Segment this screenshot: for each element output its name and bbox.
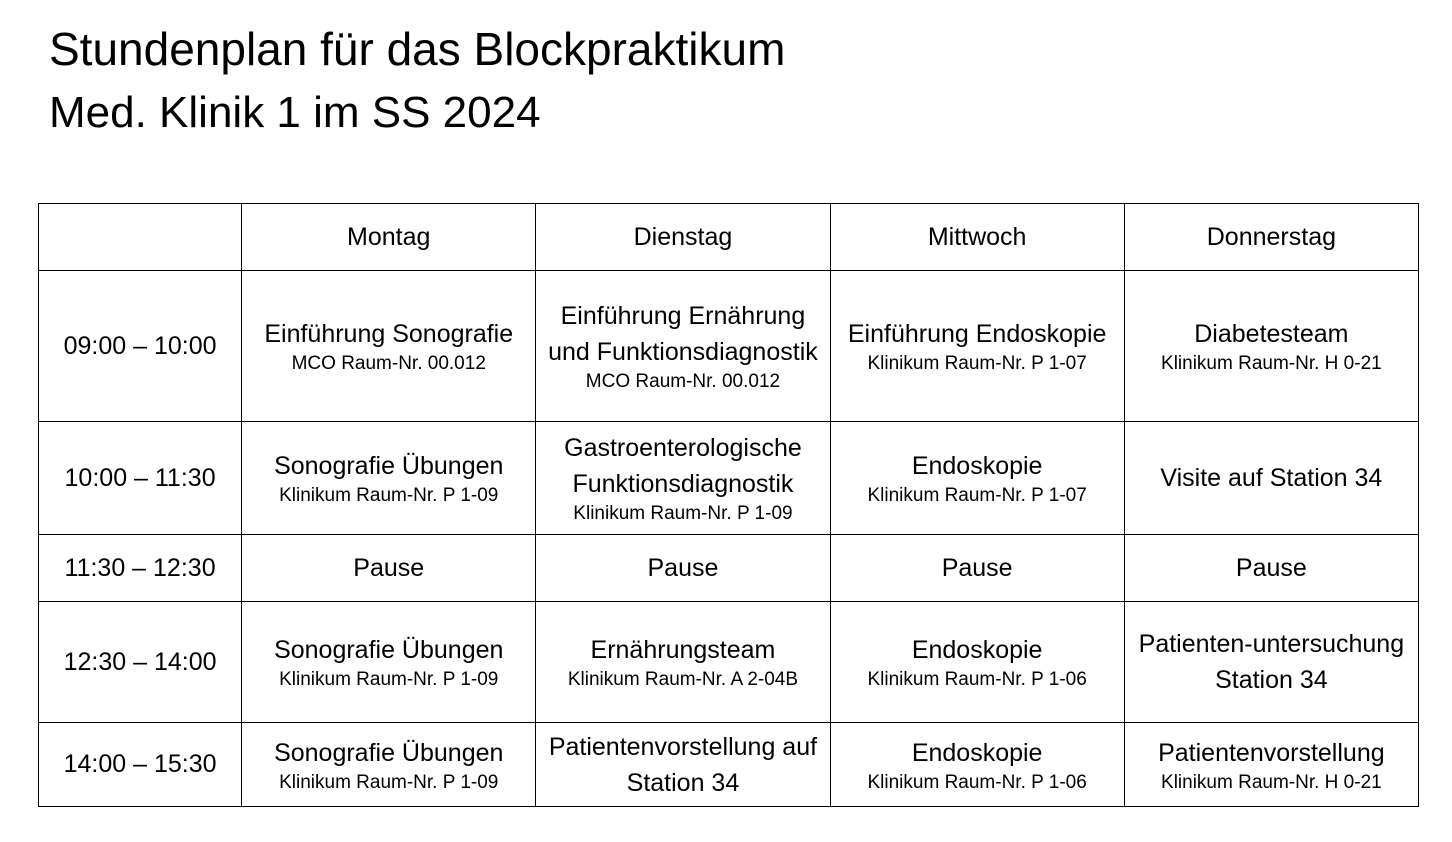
- day-header-tuesday: Dienstag: [536, 204, 830, 271]
- schedule-cell: [1124, 422, 1418, 535]
- event-room: Klinikum Raum-Nr. A 2-04B: [567, 669, 799, 690]
- event-title: Endoskopie: [911, 636, 1043, 664]
- schedule-cell: [830, 602, 1124, 723]
- schedule-cell: [536, 535, 830, 602]
- event-title: Pause: [647, 554, 719, 582]
- schedule-cell: [1124, 602, 1418, 723]
- day-header-wednesday: Mittwoch: [830, 204, 1124, 271]
- page-subtitle: Med. Klinik 1 im SS 2024: [49, 88, 541, 137]
- schedule-cell: [536, 422, 830, 535]
- schedule-cell: [242, 723, 536, 807]
- event-room: Klinikum Raum-Nr. P 1-09: [279, 771, 499, 793]
- event-title: Pause: [1235, 554, 1307, 582]
- schedule-cell: [536, 723, 830, 807]
- time-slot: 12:30 – 14:00: [39, 602, 242, 723]
- schedule-cell: [536, 271, 830, 422]
- time-slot: 09:00 – 10:00: [39, 271, 242, 422]
- event-room: Klinikum Raum-Nr. P 1-09: [279, 485, 499, 506]
- schedule-cell: [830, 271, 1124, 422]
- event-room: Klinikum Raum-Nr. P 1-07: [867, 353, 1087, 374]
- time-slot: 10:00 – 11:30: [39, 422, 242, 535]
- event-title: Pause: [353, 554, 425, 582]
- time-slot: 11:30 – 12:30: [39, 535, 242, 602]
- event-title: Pause: [941, 554, 1013, 582]
- table-row: [39, 535, 1419, 602]
- event-title: Endoskopie: [911, 738, 1043, 767]
- event-title: Patienten-untersuchung Station 34: [1138, 630, 1405, 694]
- event-title: Einführung Ernährung und Funktionsdiagnostik: [548, 302, 818, 366]
- schedule-cell: [830, 535, 1124, 602]
- event-room: Klinikum Raum-Nr. P 1-09: [279, 669, 499, 690]
- table-header-row: [39, 204, 1419, 271]
- event-room: Klinikum Raum-Nr. P 1-06: [867, 669, 1087, 690]
- event-room: Klinikum Raum-Nr. H 0-21: [1161, 771, 1382, 793]
- event-room: Klinikum Raum-Nr. P 1-06: [867, 771, 1087, 793]
- event-room: MCO Raum-Nr. 00.012: [291, 353, 486, 374]
- schedule-cell: [242, 422, 536, 535]
- schedule-cell: [1124, 271, 1418, 422]
- event-title: Sonografie Übungen: [274, 636, 504, 664]
- table-row: [39, 422, 1419, 535]
- table-row: [39, 602, 1419, 723]
- day-header-monday: Montag: [242, 204, 536, 271]
- schedule-cell: [830, 723, 1124, 807]
- corner-cell: [39, 204, 242, 271]
- event-room: Klinikum Raum-Nr. P 1-09: [573, 503, 793, 524]
- event-title: Einführung Sonografie: [264, 320, 514, 348]
- schedule-cell: [1124, 723, 1418, 807]
- page-title: Stundenplan für das Blockpraktikum: [49, 23, 786, 75]
- event-room: Klinikum Raum-Nr. P 1-07: [867, 485, 1087, 506]
- schedule-cell: [242, 602, 536, 723]
- event-title: Sonografie Übungen: [274, 738, 504, 767]
- event-title: Ernährungsteam: [590, 636, 776, 664]
- event-title: Endoskopie: [911, 452, 1043, 480]
- schedule-cell: [536, 602, 830, 723]
- time-slot: 14:00 – 15:30: [39, 723, 242, 807]
- event-title: Patientenvorstellung auf Station 34: [548, 732, 818, 797]
- event-title: Gastroenterologische Funktionsdiagnostik: [564, 434, 802, 498]
- table-row: [39, 271, 1419, 422]
- event-title: Einführung Endoskopie: [847, 320, 1107, 348]
- event-room: MCO Raum-Nr. 00.012: [585, 371, 781, 392]
- event-title: Visite auf Station 34: [1160, 464, 1383, 492]
- schedule-cell: [1124, 535, 1418, 602]
- schedule-table: [38, 203, 1419, 807]
- table-row: [39, 723, 1419, 807]
- event-title: Sonografie Übungen: [274, 452, 504, 480]
- event-room: Klinikum Raum-Nr. H 0-21: [1161, 353, 1382, 374]
- event-title: Patientenvorstellung: [1158, 738, 1385, 767]
- event-title: Diabetesteam: [1194, 320, 1349, 348]
- schedule-cell: [242, 271, 536, 422]
- schedule-cell: [242, 535, 536, 602]
- day-header-thursday: Donnerstag: [1124, 204, 1418, 271]
- schedule-cell: [830, 422, 1124, 535]
